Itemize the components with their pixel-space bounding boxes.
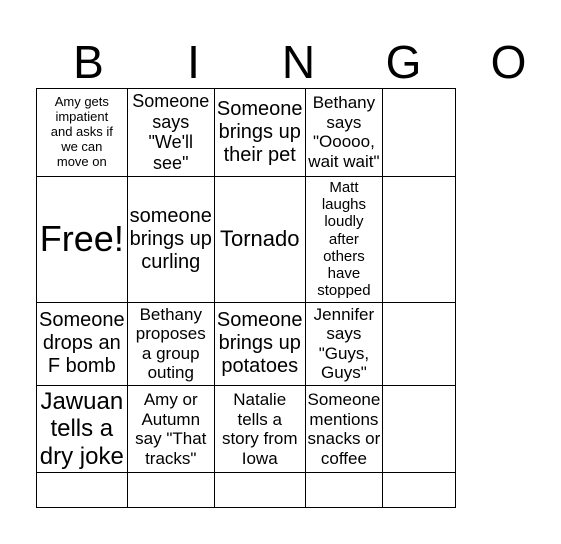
header-letter-g: G [385, 36, 422, 88]
bingo-cell[interactable] [215, 386, 306, 474]
bingo-card-grid [36, 88, 456, 508]
bingo-cell-text: Someone says "We'll see" [132, 91, 210, 174]
bingo-cell-text: Free! [39, 218, 124, 260]
bingo-cell-text: Tornado [219, 226, 300, 252]
bingo-cell[interactable] [128, 473, 215, 508]
bingo-cell[interactable] [37, 303, 128, 386]
bingo-cell[interactable] [383, 303, 456, 386]
bingo-cell[interactable] [383, 473, 456, 508]
bingo-cell[interactable] [215, 89, 306, 177]
bingo-cell[interactable] [215, 473, 306, 508]
bingo-cell-text: Jawuan tells a dry joke [39, 387, 124, 470]
bingo-cell[interactable] [306, 386, 384, 474]
bingo-cell-text: Bethany says "Ooooo, wait wait" [308, 93, 380, 171]
bingo-cell[interactable] [128, 386, 215, 474]
bingo-cell[interactable] [37, 386, 128, 474]
header-letter-b: B [73, 36, 104, 88]
bingo-cell[interactable] [215, 303, 306, 386]
bingo-cell[interactable] [128, 177, 215, 303]
bingo-cell[interactable] [306, 89, 384, 177]
bingo-cell[interactable] [383, 386, 456, 474]
bingo-cell-text: Amy or Autumn say "That tracks" [135, 389, 207, 468]
bingo-cell[interactable] [37, 177, 128, 303]
bingo-cell-text: Natalie tells a story from Iowa [221, 389, 298, 468]
header-letter-o: O [490, 36, 527, 88]
bingo-cell-text: someone brings up curling [129, 204, 212, 273]
bingo-cell[interactable] [306, 473, 384, 508]
bingo-cell[interactable] [383, 177, 456, 303]
bingo-cell[interactable] [306, 303, 384, 386]
bingo-cell[interactable] [306, 177, 384, 303]
bingo-cell[interactable] [383, 89, 456, 177]
bingo-cell[interactable] [215, 177, 306, 303]
header-letter-n: N [281, 36, 316, 88]
header-letter-i: I [187, 36, 200, 88]
bingo-cell[interactable] [128, 89, 215, 177]
bingo-cell[interactable] [37, 89, 128, 177]
bingo-cell-text: Amy gets impatient and asks if we can move on [50, 94, 113, 169]
bingo-cell-text: Someone mentions snacks or coffee [307, 389, 381, 468]
bingo-cell[interactable] [37, 473, 128, 508]
bingo-cell[interactable] [128, 303, 215, 386]
bingo-header [36, 36, 527, 88]
bingo-cell-text: Someone drops an F bomb [39, 309, 125, 378]
bingo-cell-text: Someone brings up their pet [216, 97, 303, 166]
bingo-cell-text: Someone brings up potatoes [216, 309, 303, 378]
bingo-cell-text: Bethany proposes a group outing [135, 304, 206, 383]
bingo-cell-text: Matt laughs loudly after others have stopped [317, 178, 371, 300]
bingo-cell-text: Jennifer says "Guys, Guys" [313, 304, 375, 383]
